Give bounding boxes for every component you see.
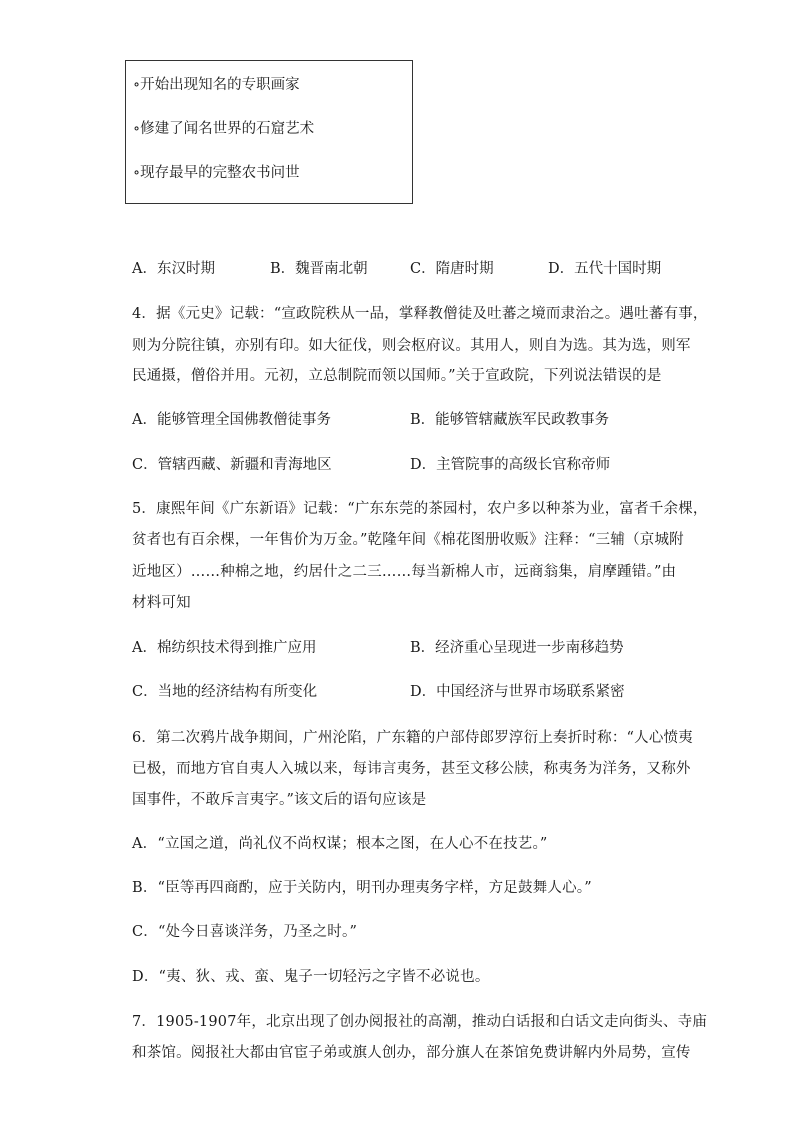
question-stem-line: 5．康熙年间《广东新语》记载：“广东东莞的茶园村，农户多以种茶为业，富者千余棵， [132,501,708,517]
option-b[interactable]: B．魏晋南北朝 [270,261,368,277]
option-d[interactable]: D．“夷、狄、戎、蛮、鬼子一切轻污之字皆不必说也。 [132,969,490,985]
feature-list-box [125,60,413,204]
question-stem-line: 材料可知 [132,595,191,611]
question-stem-line: 国事件，不敢斥言夷字。”该文后的语句应该是 [132,792,427,808]
option-d[interactable]: D．五代十国时期 [548,261,662,277]
feature-item: ∘开始出现知名的专职画家 [133,77,300,93]
option-d[interactable]: D．中国经济与世界市场联系紧密 [410,684,625,700]
question-stem-line: 民通摄，僧俗并用。元初，立总制院而领以国师。”关于宣政院，下列说法错误的是 [132,368,662,384]
question-stem-line: 已极，而地方官自夷人入城以来，每讳言夷务，甚至文移公牍，称夷务为洋务，又称外 [132,761,691,777]
question-stem-line: 7．1905-1907年，北京出现了创办阅报社的高潮，推动白话报和白话文走向街头、寺庙 [132,1014,708,1030]
question-stem-line: 和茶馆。阅报社大都由官宦子弟或旗人创办，部分旗人在茶馆免费讲解内外局势，宣传 [132,1045,691,1061]
option-a[interactable]: A．“立国之道，尚礼仪不尚权谋；根本之图，在人心不在技艺。” [132,836,548,852]
option-c[interactable]: C．隋唐时期 [410,261,494,277]
option-c[interactable]: C．管辖西藏、新疆和青海地区 [132,457,332,473]
option-b[interactable]: B．经济重心呈现进一步南移趋势 [410,640,624,656]
feature-item: ∘现存最早的完整农书问世 [133,165,300,181]
question-stem-line: 近地区）……种棉之地，约居什之二三……每当新棉人市，远商翁集，肩摩踵错。”由 [132,564,677,580]
option-a[interactable]: A．能够管理全国佛教僧徒事务 [132,412,331,428]
question-stem-line: 4．据《元史》记载：“宣政院秩从一品，掌释教僧徒及吐蕃之境而隶治之。遇吐蕃有事， [132,306,708,322]
option-c[interactable]: C．当地的经济结构有所变化 [132,684,318,700]
option-b[interactable]: B．“臣等再四商酌，应于关防内，明刊办理夷务字样，方足鼓舞人心。” [132,880,592,896]
feature-item: ∘修建了闻名世界的石窟艺术 [133,121,315,137]
option-a[interactable]: A．东汉时期 [132,261,215,277]
option-a[interactable]: A．棉纺织技术得到推广应用 [132,640,317,656]
option-c[interactable]: C．“处今日喜谈洋务，乃圣之时。” [132,924,358,940]
question-stem-line: 贫者也有百余棵，一年售价为万金。”乾隆年间《棉花图册收贩》注释：“三辅（京城附 [132,532,684,548]
question-stem-line: 6．第二次鸦片战争期间，广州沦陷，广东籍的户部侍郎罗淳衍上奏折时称：“人心愤夷 [132,730,693,746]
option-b[interactable]: B．能够管辖藏族军民政教事务 [410,412,610,428]
question-stem-line: 则为分院往镇，亦别有印。如大征伐，则会枢府议。其用人，则自为选。其为选，则军 [132,338,691,354]
option-d[interactable]: D．主管院事的高级长官称帝师 [410,457,611,473]
